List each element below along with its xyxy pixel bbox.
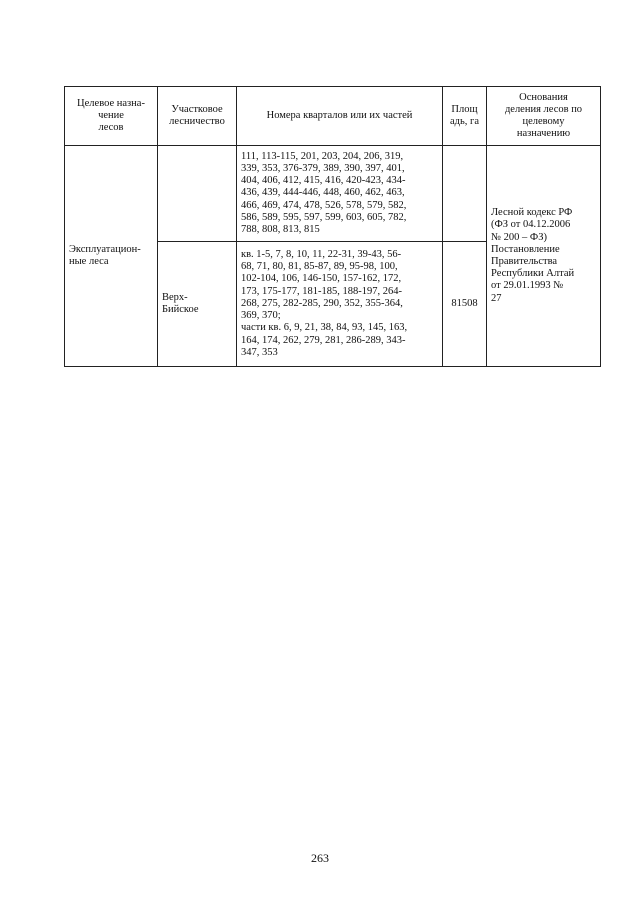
page-number: 263 — [311, 851, 329, 865]
quarters-cell: кв. 1-5, 7, 8, 10, 11, 22-31, 39-43, 56- 68, 71, 80, 81, 85-87, 89, 95-98, 100, 102-104, 106, 146-150, 157-162, 172, 173, 175-177, 181-185, 188-197, 264- 268, 275, 282-285, 290, 352, 355-364, 369, 370; части кв. 6, 9, 21, 38, 84, 93, 145, 163, 164, 174, 262, 279, 281, 286-289, 343- 347, 353 — [237, 242, 443, 367]
forestry-cell-empty — [158, 146, 237, 242]
header-quarters: Номера кварталов или их частей — [237, 87, 443, 146]
quarters-cell: 111, 113-115, 201, 203, 204, 206, 319, 339, 353, 376-379, 389, 390, 397, 401, 404, 406, 412, 415, 416, 420-423, 434- 436, 439, 444-446, 448, 460, 462, 463, 466, 469, 474, 478, 526, 578, 579, 582, 586, 589, 595, 597, 599, 603, 605, 782, 788, 808, 813, 815 — [237, 146, 443, 242]
forestry-cell: Верх- Бийское — [158, 242, 237, 367]
purpose-cell: Эксплуатацион- ные леса — [65, 146, 158, 367]
header-area: Площ адь, га — [443, 87, 487, 146]
area-cell-empty — [443, 146, 487, 242]
table-header-row — [65, 87, 601, 146]
header-purpose: Целевое назна- чение лесов — [65, 87, 158, 146]
area-cell: 81508 — [443, 242, 487, 367]
forest-purpose-table — [64, 86, 601, 367]
header-forestry: Участковое лесничество — [158, 87, 237, 146]
table-row — [65, 146, 601, 242]
header-basis: Основания деления лесов по целевому назначению — [487, 87, 601, 146]
basis-cell: Лесной кодекс РФ (ФЗ от 04.12.2006 № 200 – ФЗ) Постановление Правительства Республики Алтай от 29.01.1993 № 27 — [487, 146, 601, 367]
